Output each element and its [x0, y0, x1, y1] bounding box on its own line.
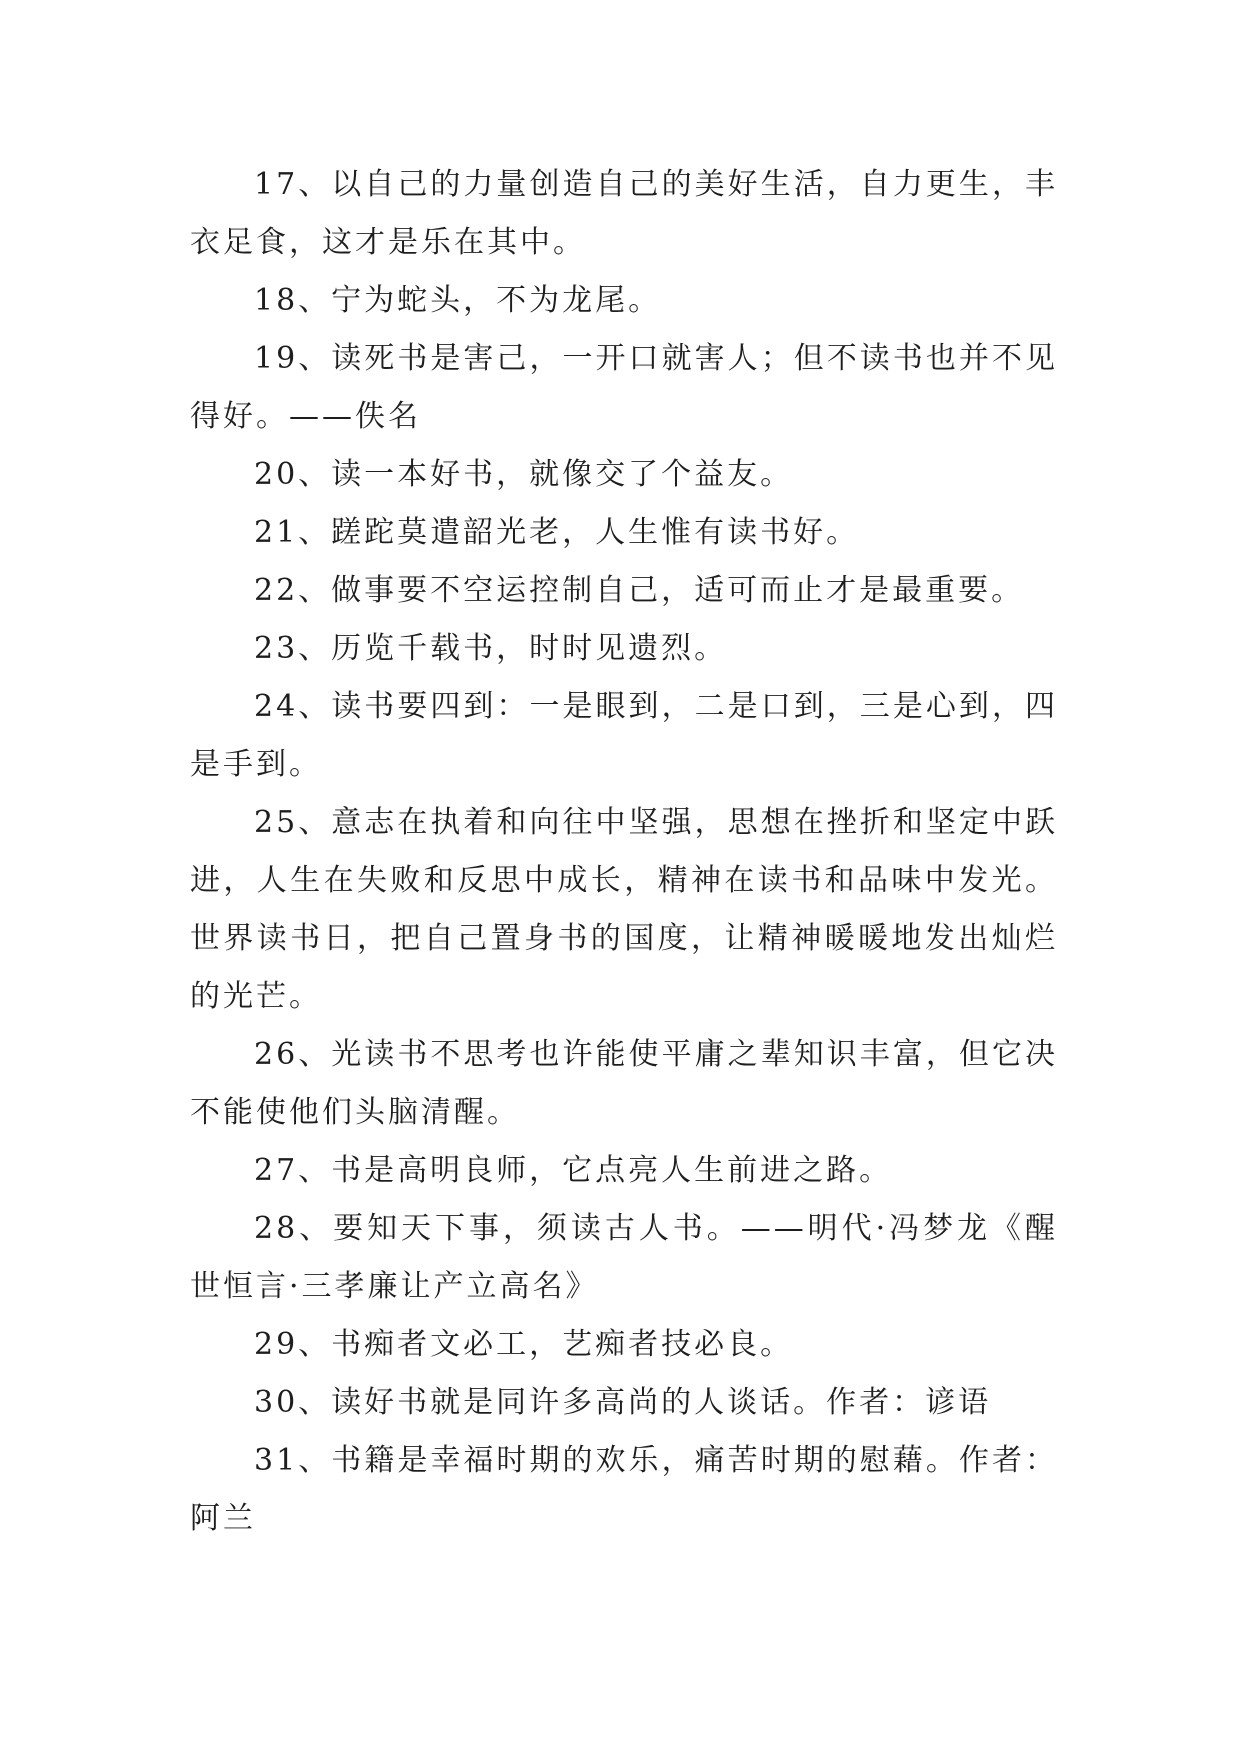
- paragraph-18: 18、宁为蛇头，不为龙尾。: [254, 283, 662, 318]
- paragraph-21: 21、蹉跎莫遣韶光老，人生惟有读书好。: [254, 515, 860, 550]
- paragraph-26: 26、光读书不思考也许能使平庸之辈知识丰富，但它决不能使他们头脑清醒。: [190, 1037, 1058, 1130]
- paragraph-25: 25、意志在执着和向往中坚强，思想在挫折和坚定中跃进，人生在失败和反思中成长，精神在读书和品味中发光。世界读书日，把自己置身书的国度，让精神暖暖地发出灿烂的光芒。: [190, 805, 1058, 1014]
- paragraph-30: 30、读好书就是同许多高尚的人谈话。作者：谚语: [254, 1385, 992, 1420]
- paragraph-31: 31、书籍是幸福时期的欢乐，痛苦时期的慰藉。作者：阿兰: [190, 1443, 1058, 1536]
- paragraph-27: 27、书是高明良师，它点亮人生前进之路。: [254, 1153, 893, 1188]
- paragraph-19: 19、读死书是害己，一开口就害人；但不读书也并不见得好。——佚名: [190, 341, 1058, 434]
- paragraph-29: 29、书痴者文必工，艺痴者技必良。: [254, 1327, 794, 1362]
- paragraph-23: 23、历览千载书，时时见遗烈。: [254, 631, 728, 666]
- paragraph-24: 24、读书要四到：一是眼到，二是口到，三是心到，四是手到。: [190, 689, 1058, 782]
- document-body: [190, 156, 1058, 1548]
- paragraph-28: 28、要知天下事，须读古人书。——明代·冯梦龙《醒世恒言·三孝廉让产立高名》: [190, 1211, 1058, 1304]
- paragraph-20: 20、读一本好书，就像交了个益友。: [254, 457, 794, 492]
- paragraph-17: 17、以自己的力量创造自己的美好生活，自力更生，丰衣足食，这才是乐在其中。: [190, 167, 1058, 260]
- paragraph-22: 22、做事要不空运控制自己，适可而止才是最重要。: [254, 573, 1025, 608]
